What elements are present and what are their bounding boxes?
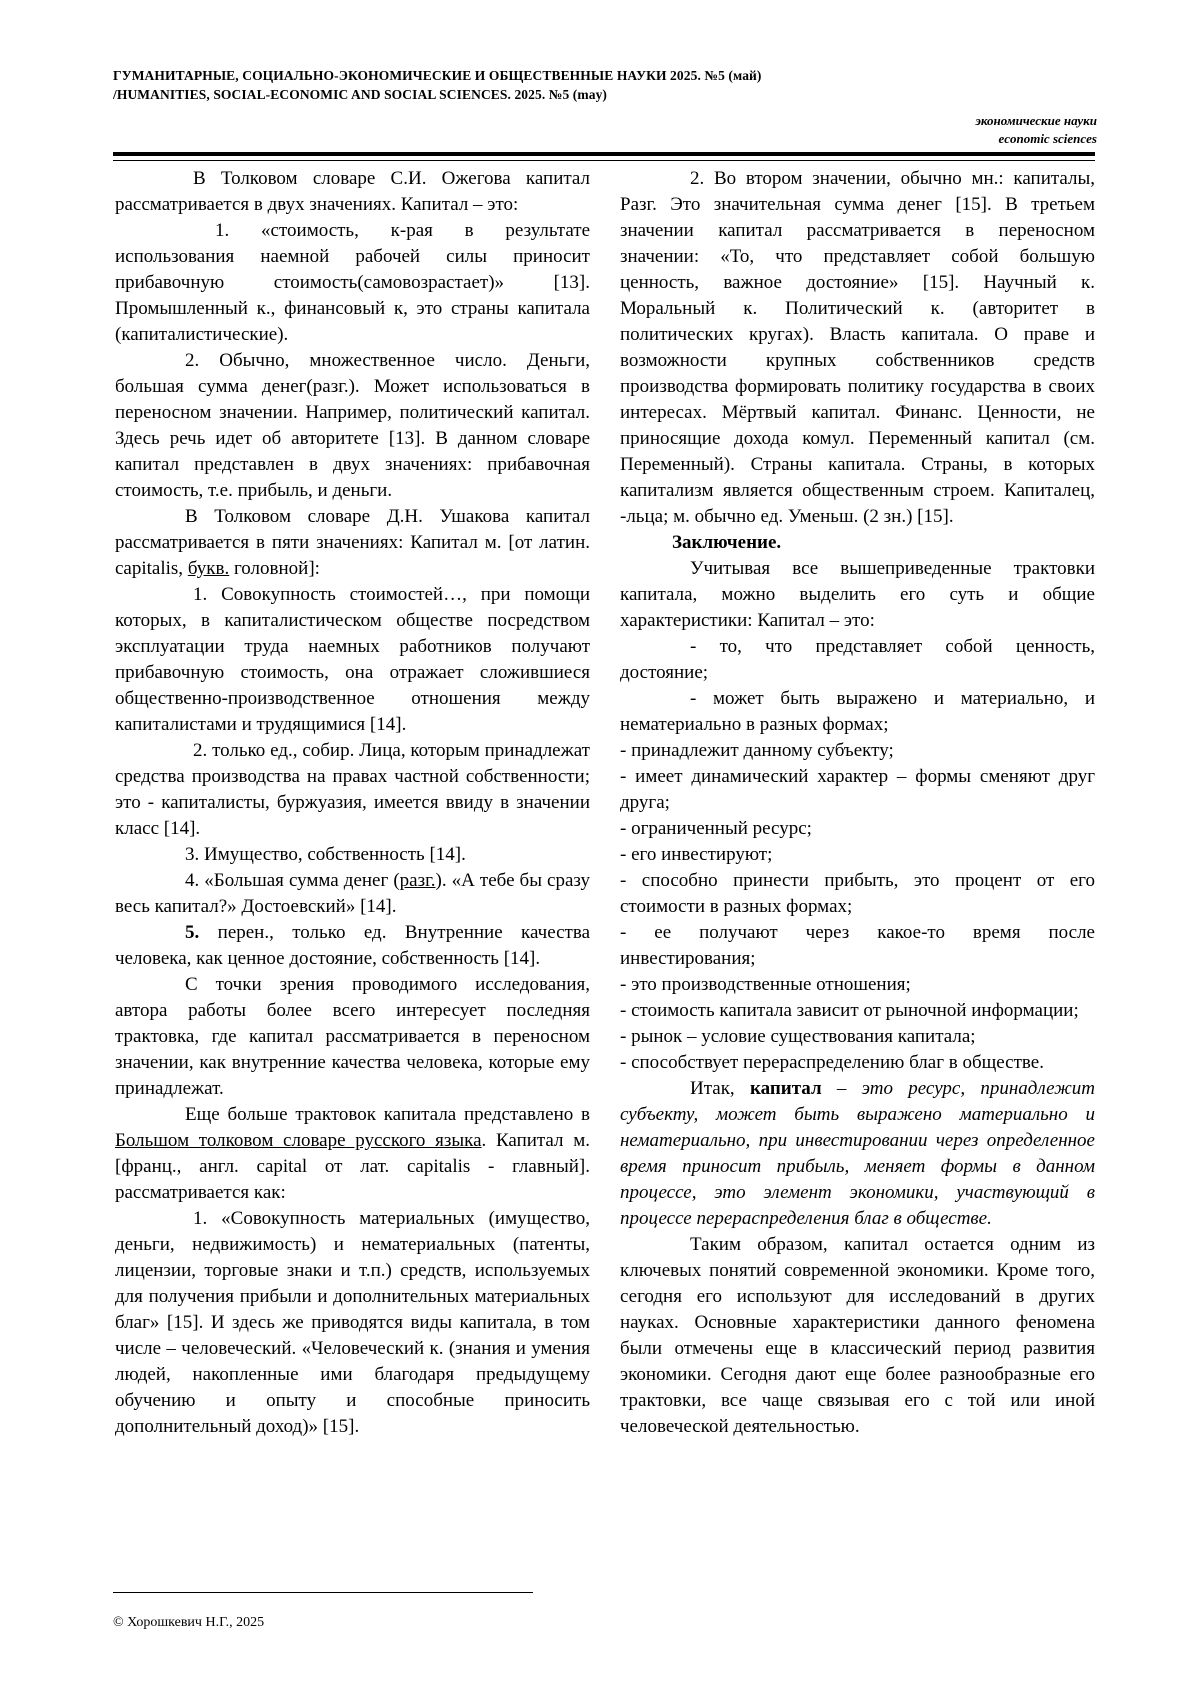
text-span: . Капитал м. [франц., англ. capital от лат. capitalis - главный]. рассматривается как: [115, 1130, 590, 1203]
conclusion-heading: Заключение. [672, 532, 782, 553]
paragraph: С точки зрения проводимого исследования, автора работы более всего интересует последняя трактовка, где капитал рассматривается в переносном значении, как внутренние качества человека, которые ему принадлежат. [115, 974, 590, 1099]
list-item: - имеет динамический характер – формы сменяют друг друга; [620, 766, 1095, 813]
item-number: 5. [185, 922, 200, 943]
paragraph: 2. Во втором значении, обычно мн.: капиталы, Разг. Это значительная сумма денег [15]. В третьем значении капитал рассматривается в переносном значении: «То, что представляет собой большую ценность, важное достояние» [15]. Научный к. Моральный к. Политический к. (авторитет в политических кругах). Власть капитала. О праве и возможности крупных собственников средств производства формировать политику государства в своих интересах. Мёртвый капитал. Финанс. Ценности, не приносящие дохода комул. Переменный капитал (см. Переменный). Страны капитала. Страны, в которых капитализм является общественным строем. Капиталец, -льца; м. обычно ед. Уменьш. (2 зн.) [15]. [620, 168, 1095, 527]
paragraph [115, 504, 590, 582]
header-rule-thick [113, 152, 1095, 156]
left-column [115, 166, 590, 1440]
list-item: - то, что представляет собой ценность, достояние; [620, 636, 1095, 683]
paragraph [115, 868, 590, 920]
paragraph: В Толковом словаре С.И. Ожегова капитал рассматривается в двух значениях. Капитал – это: [115, 168, 590, 215]
paragraph: Таким образом, капитал остается одним из ключевых понятий современной экономики. Кроме того, сегодня его используют для исследований в других науках. Основные характеристики данного феномена были отмечены еще в классический период развития экономики. Сегодня дают еще более разнообразные его трактовки, все чаще связывая его с той или иной человеческой деятельностью. [620, 1234, 1095, 1437]
paragraph: 1. «стоимость, к-рая в результате использования наемной рабочей силы приносит прибавочную стоимость(самовозрастает)» [13]. Промышленный к., финансовый к, это страны капитала (капиталистические). [115, 220, 590, 345]
journal-title-en: /HUMANITIES, SOCIAL-ECONOMIC AND SOCIAL SCIENCES. 2025. №5 (may) [113, 87, 608, 102]
section-label [975, 112, 1097, 148]
paragraph: 2. Обычно, множественное число. Деньги, большая сумма денег(разг.). Может использоваться в переносном значении. Например, политический капитал. Здесь речь идет об авторитете [13]. В данном словаре капитал представлен в двух значениях: прибавочная стоимость, т.е. прибыль, и деньги. [115, 350, 590, 501]
list-item: - может быть выражено и материально, и нематериально в разных формах; [620, 688, 1095, 735]
paragraph: 3. Имущество, собственность [14]. [185, 844, 466, 865]
list-item: - стоимость капитала зависит от рыночной информации; [620, 1000, 1079, 1021]
text-span: ). «А тебе бы сразу весь капитал?» Достоевский» [14]. [115, 870, 591, 917]
list-item: - способно принести прибыть, это процент от его стоимости в разных формах; [620, 870, 1095, 917]
section-label-en: economic sciences [998, 131, 1097, 146]
dictionary-link: Большом толковом словаре русского языка [115, 1130, 482, 1151]
section-label-ru: экономические науки [975, 113, 1097, 128]
paragraph: 2. только ед., собир. Лица, которым принадлежат средства производства на правах частной собственности; это - капиталисты, буржуазия, имеется ввиду в значении класс [14]. [115, 740, 590, 839]
paragraph: Учитывая все вышеприведенные трактовки капитала, можно выделить его суть и общие характеристики: Капитал – это: [620, 558, 1095, 631]
text-span: головной]: [229, 558, 320, 579]
text-span: Еще больше трактовок капитала представлено в [185, 1104, 590, 1125]
footnote-rule [113, 1592, 533, 1593]
abbreviation-link: разг. [399, 870, 436, 891]
paragraph [115, 920, 590, 972]
text-span: 4. «Большая сумма денег ( [185, 870, 400, 891]
journal-title-ru: ГУМАНИТАРНЫЕ, СОЦИАЛЬНО-ЭКОНОМИЧЕСКИЕ И ОБЩЕСТВЕННЫЕ НАУКИ 2025. №5 (май) [113, 68, 762, 83]
definition-text: – это ресурс, принадлежит субъекту, может быть выражено материально и нематериально, при инвестировании через определенное время приносит прибыль, меняет формы в данном процессе, это элемент экономики, участвующий в процессе перераспределения благ в обществе. [620, 1078, 1096, 1229]
list-item: - его инвестируют; [620, 844, 773, 865]
paragraph: 1. Совокупность стоимостей…, при помощи которых, в капиталистическом обществе посредством эксплуатации труда наемных работников получают прибавочную стоимость, она отражает сложившиеся общественно-производственное отношения между капиталистами и трудящимися [14]. [115, 584, 590, 735]
paragraph: 1. «Совокупность материальных (имущество, деньги, недвижимость) и нематериальных (патенты, лицензии, торговые знаки и т.п.) средств, используемых для получения прибыли и дополнительных материальных благ» [15]. И здесь же приводятся виды капитала, в том числе – человеческий. «Человеческий к. (знания и умения людей, накопленные ими благодаря предыдущему обучению и опыту и способные приносить дополнительный доход)» [15]. [115, 1208, 590, 1437]
copyright-footnote: © Хорошкевич Н.Г., 2025 [113, 1615, 265, 1630]
abbreviation-link: букв. [187, 558, 230, 579]
text-span: В Толковом словаре Д.Н. Ушакова капитал рассматривается в пяти значениях: Капитал м. [от латин. capitalis, [115, 506, 590, 579]
list-item: - ограниченный ресурс; [620, 818, 812, 839]
list-item: - способствует перераспределению благ в обществе. [620, 1052, 1044, 1073]
text-span: Итак, [690, 1078, 750, 1099]
defined-term: капитал [749, 1078, 822, 1099]
journal-header [113, 66, 1093, 104]
definition-paragraph [620, 1076, 1095, 1232]
list-item: - ее получают через какое-то время после инвестирования; [620, 922, 1095, 969]
text-span: перен., только ед. Внутренние качества человека, как ценное достояние, собственность [14]. [115, 922, 590, 969]
right-column [620, 166, 1095, 1440]
header-rule-thin [113, 160, 1095, 161]
paragraph [115, 1102, 590, 1206]
list-item: - это производственные отношения; [620, 974, 911, 995]
list-item: - рынок – условие существования капитала; [620, 1026, 976, 1047]
list-item: - принадлежит данному субъекту; [620, 740, 894, 761]
